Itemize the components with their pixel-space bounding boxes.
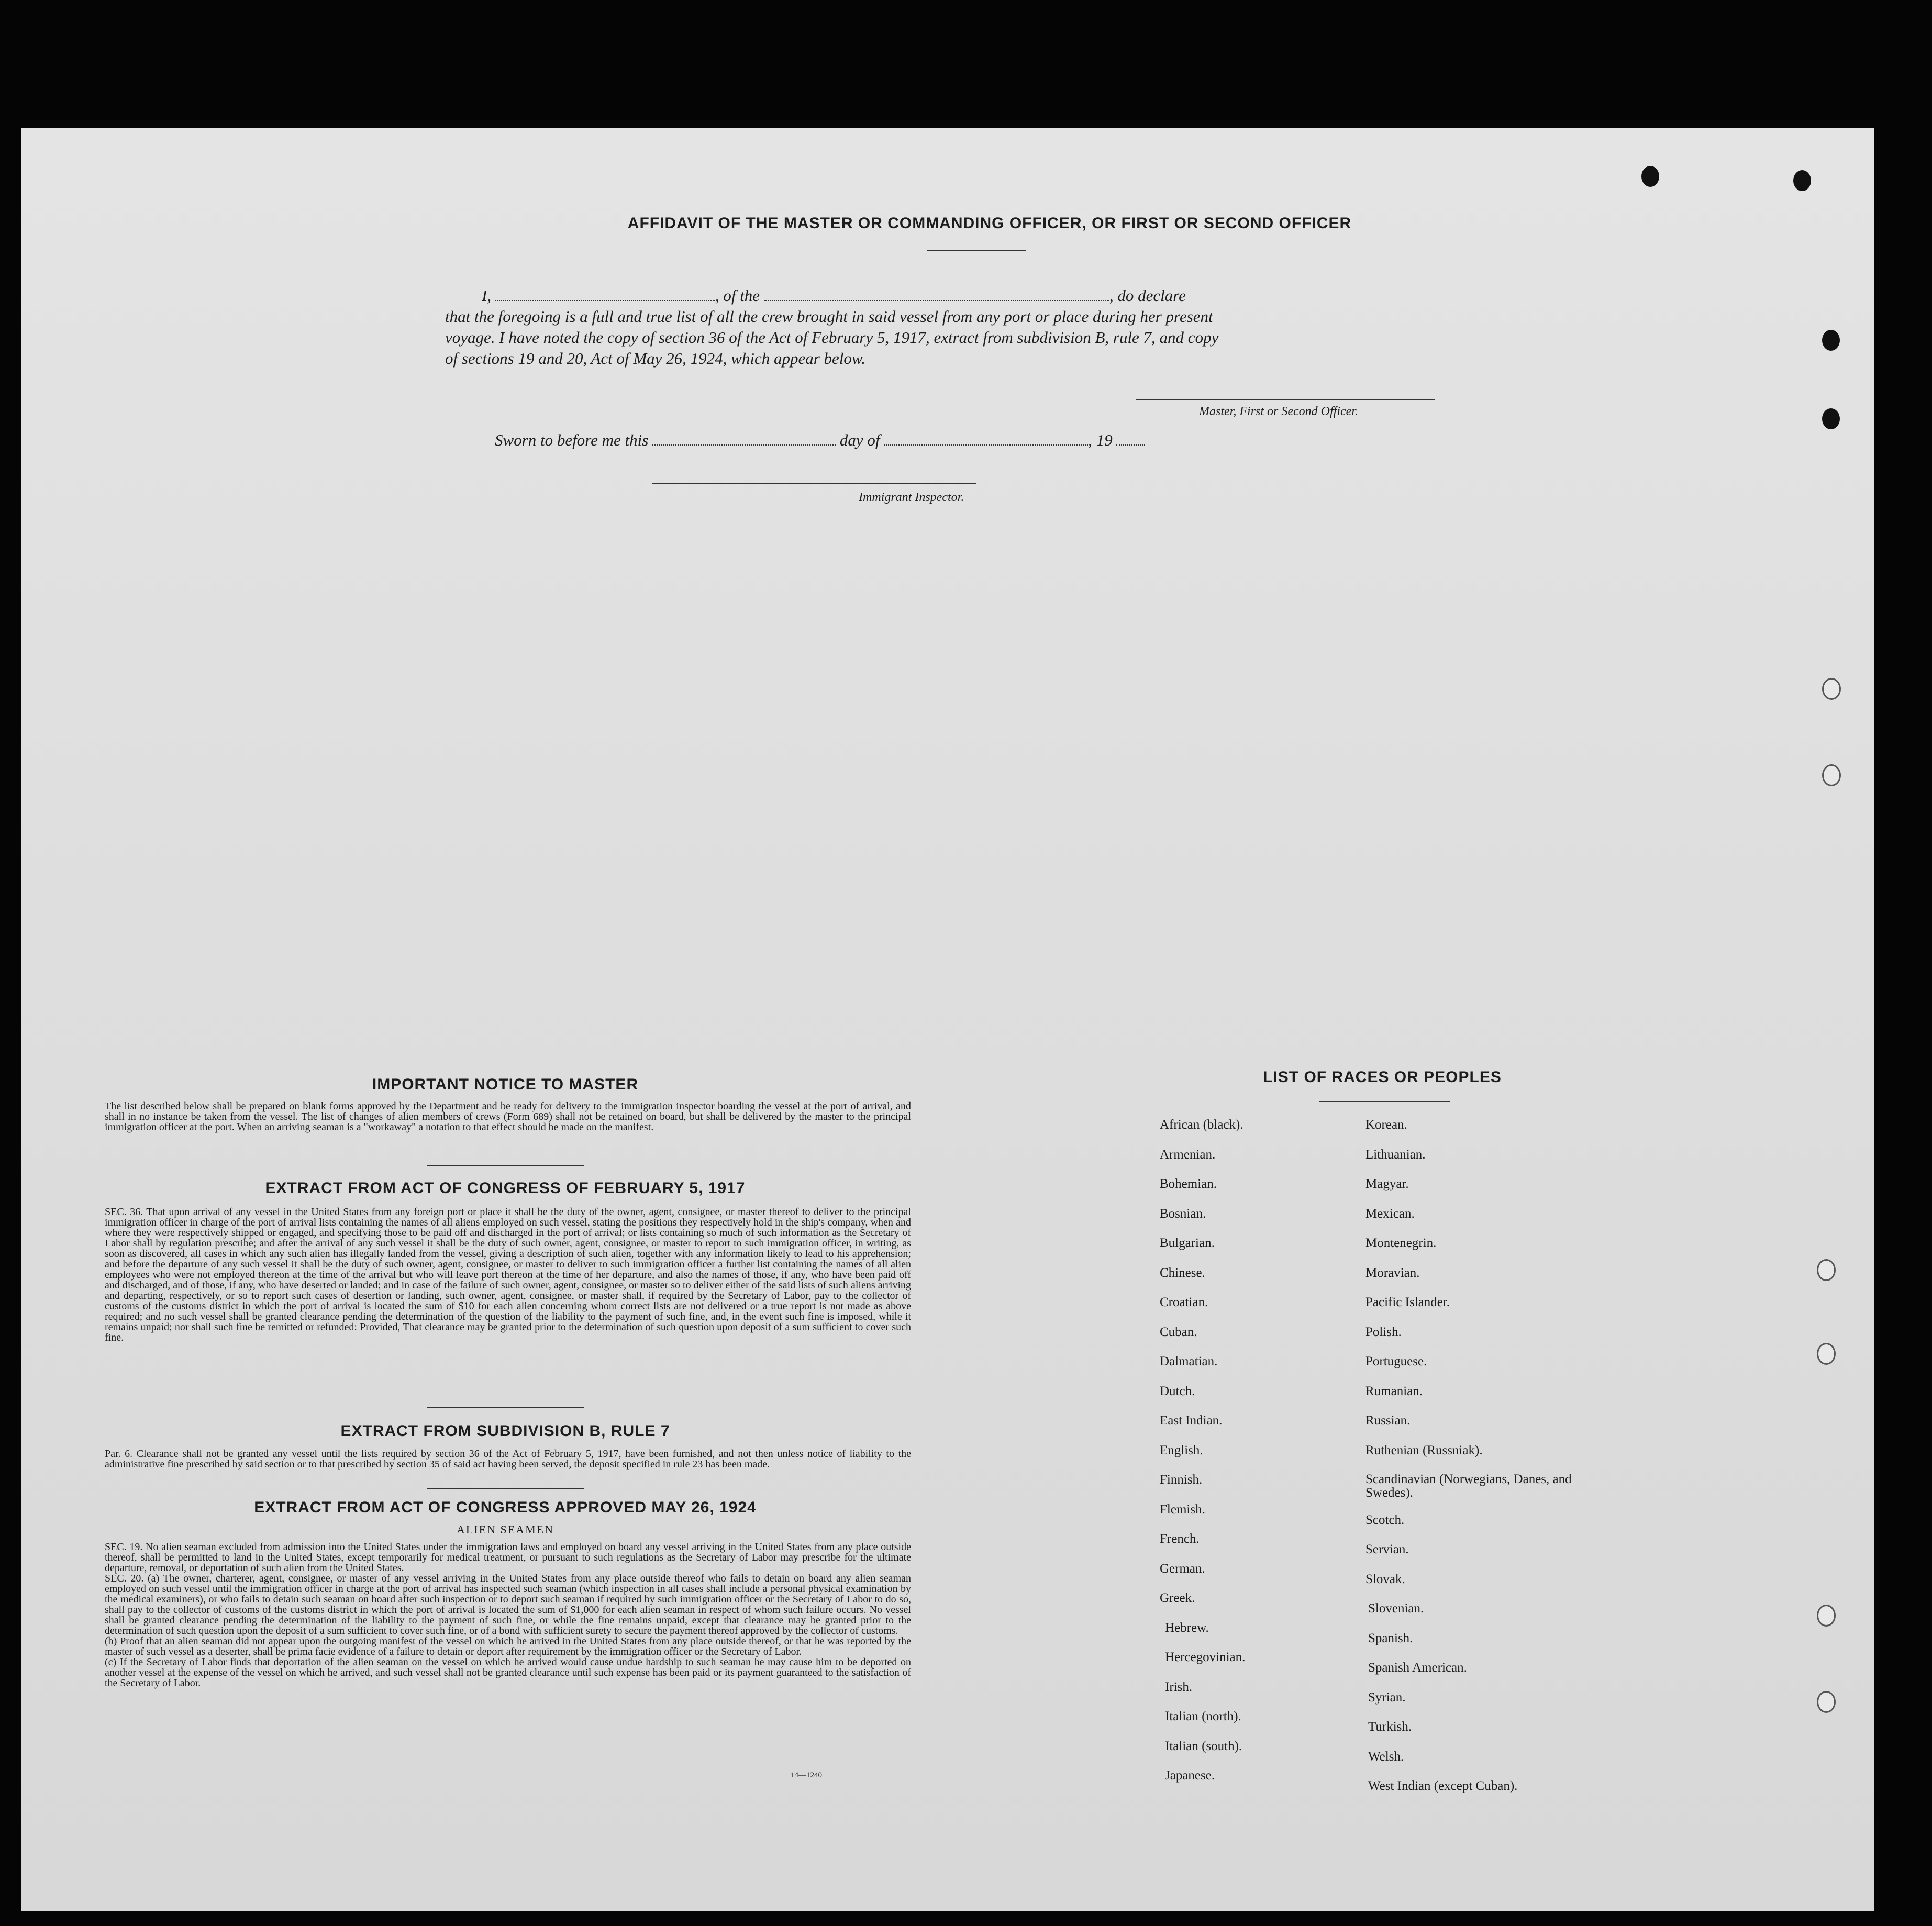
race-item: Japanese. bbox=[1165, 1768, 1215, 1783]
race-item: Bohemian. bbox=[1160, 1177, 1217, 1191]
sworn-year-field[interactable] bbox=[1116, 444, 1145, 446]
act1924-subtitle: ALIEN SEAMEN bbox=[457, 1523, 554, 1536]
affidavit-line1-c: , do declare bbox=[1109, 286, 1186, 305]
divider bbox=[427, 1407, 584, 1408]
race-item: Spanish American. bbox=[1368, 1661, 1467, 1675]
vessel-field[interactable] bbox=[764, 300, 1109, 301]
sworn-day-field[interactable] bbox=[652, 444, 836, 446]
race-item: Rumanian. bbox=[1365, 1384, 1423, 1398]
race-item: Italian (south). bbox=[1165, 1739, 1242, 1753]
race-item: Italian (north). bbox=[1165, 1709, 1241, 1723]
race-item: Bulgarian. bbox=[1160, 1236, 1215, 1250]
race-item: French. bbox=[1160, 1532, 1200, 1546]
document-page bbox=[21, 128, 1874, 1911]
races-title: LIST OF RACES OR PEOPLES bbox=[1263, 1068, 1502, 1086]
race-item: Polish. bbox=[1365, 1324, 1402, 1339]
sworn-month-field[interactable] bbox=[884, 444, 1088, 446]
punch-hole bbox=[1817, 1691, 1836, 1713]
race-item: African (black). bbox=[1160, 1118, 1243, 1132]
divider bbox=[1319, 1101, 1450, 1102]
race-item: German. bbox=[1160, 1561, 1205, 1576]
act1924-sec20a: SEC. 20. (a) The owner, charterer, agent, consignee, or master of any vessel arriving in the United States from any place outside thereof who fails to detain on board any alien seaman employed on such vessel until the immigration officer in charge at the port of arrival has inspected such seaman (which inspection in all cases shall include a personal physical examination by the medical examiners), or who fails to detain such seaman on board after such inspection or to deport such seaman if required by such immigration officer or the Secretary of Labor to do so, shall pay to the collector of customs of the customs district in which the port of arrival is located the sum of $1,000 for each alien seaman in respect of whom such failure occurs. No vessel shall be granted clearance pending the determination of the liability to the payment of such fine, or while the fine remains unpaid, except that clearance may be granted prior to the determination of such question upon the deposit of a sum sufficient to cover such fine, or of a bond with sufficient surety to secure the payment thereof approved by the collector of customs. bbox=[105, 1573, 911, 1636]
punch-hole bbox=[1817, 1605, 1836, 1627]
race-item: Russian. bbox=[1365, 1413, 1411, 1428]
sworn-c: , 19 bbox=[1088, 431, 1113, 449]
race-item: Hebrew. bbox=[1165, 1620, 1209, 1635]
sworn-b: day of bbox=[839, 431, 880, 449]
race-item: Lithuanian. bbox=[1365, 1147, 1426, 1162]
race-item: Pacific Islander. bbox=[1365, 1295, 1450, 1309]
act1924-title: EXTRACT FROM ACT OF CONGRESS APPROVED MAY 26, 1924 bbox=[254, 1499, 757, 1516]
divider bbox=[427, 1488, 584, 1489]
act1924-sec20b: (b) Proof that an alien seaman did not appear upon the outgoing manifest of the vessel on which he arrived in the United States from any place outside thereof, or that he was reported by the master of such vessel as a deserter, shall be prima facie evidence of a failure to detain or deport after requirement by the immigration officer or the Secretary of Labor. bbox=[105, 1635, 911, 1657]
race-item: Korean. bbox=[1365, 1118, 1407, 1132]
punch-hole bbox=[1793, 170, 1811, 191]
master-signature-line[interactable] bbox=[1136, 399, 1435, 400]
race-item: Spanish. bbox=[1368, 1631, 1413, 1645]
inspector-signature-caption: Immigrant Inspector. bbox=[859, 491, 964, 504]
act1924-sec20c: (c) If the Secretary of Labor finds that deportation of the alien seaman on the vessel on which he arrived would cause undue hardship to such seaman he may cause him to be deported on another vessel at the expense of the vessel on which he arrived, and such vessel shall not be granted clearance until such expense has been paid or its payment guaranteed to the satisfaction of the Secretary of Labor. bbox=[105, 1656, 911, 1689]
notice-title: IMPORTANT NOTICE TO MASTER bbox=[372, 1076, 639, 1093]
race-item: Dalmatian. bbox=[1160, 1354, 1218, 1368]
affidavit-line3: voyage. I have noted the copy of section 36 of the Act of February 5, 1917, extract from subdivision B, rule 7, and copy bbox=[445, 328, 1219, 347]
race-item: Armenian. bbox=[1160, 1147, 1216, 1162]
name-field[interactable] bbox=[495, 300, 715, 301]
race-item: Greek. bbox=[1160, 1591, 1195, 1605]
punch-hole bbox=[1817, 1343, 1836, 1365]
race-item: Hercegovinian. bbox=[1165, 1650, 1246, 1664]
affidavit-title: AFFIDAVIT OF THE MASTER OR COMMANDING OFFICER, OR FIRST OR SECOND OFFICER bbox=[627, 215, 1352, 232]
race-item: Scandinavian (Norwegians, Danes, and Swedes). bbox=[1365, 1472, 1572, 1500]
race-item: Slovak. bbox=[1365, 1572, 1405, 1586]
sworn-line bbox=[495, 431, 1145, 450]
race-item: Turkish. bbox=[1368, 1720, 1412, 1734]
divider bbox=[927, 250, 1026, 251]
affidavit-line2: that the foregoing is a full and true list of all the crew brought in said vessel from any port or place during her present bbox=[445, 307, 1213, 326]
race-item: Scotch. bbox=[1365, 1512, 1405, 1527]
form-number: 14—1240 bbox=[791, 1771, 822, 1779]
affidavit-line1-b: , of the bbox=[715, 286, 760, 305]
race-item: Cuban. bbox=[1160, 1324, 1197, 1339]
affidavit-line1-a: I, bbox=[482, 286, 492, 305]
race-item: Magyar. bbox=[1365, 1177, 1409, 1191]
race-item: Ruthenian (Russniak). bbox=[1365, 1443, 1483, 1457]
act1924-body bbox=[105, 1542, 911, 1688]
punch-hole bbox=[1822, 408, 1840, 429]
race-item: Portuguese. bbox=[1365, 1354, 1427, 1368]
race-item: Irish. bbox=[1165, 1679, 1193, 1694]
race-item: Croatian. bbox=[1160, 1295, 1208, 1309]
race-item: East Indian. bbox=[1160, 1413, 1223, 1428]
race-item: West Indian (except Cuban). bbox=[1368, 1779, 1518, 1793]
punch-hole bbox=[1641, 166, 1659, 187]
punch-hole bbox=[1822, 330, 1840, 351]
act1917-title: EXTRACT FROM ACT OF CONGRESS OF FEBRUARY 5, 1917 bbox=[265, 1179, 746, 1197]
race-item: Welsh. bbox=[1368, 1749, 1404, 1764]
race-item: Flemish. bbox=[1160, 1502, 1205, 1517]
race-item: English. bbox=[1160, 1443, 1203, 1457]
race-item: Chinese. bbox=[1160, 1265, 1205, 1280]
race-item: Dutch. bbox=[1160, 1384, 1195, 1398]
race-item: Montenegrin. bbox=[1365, 1236, 1437, 1250]
race-item: Servian. bbox=[1365, 1542, 1409, 1556]
race-item: Syrian. bbox=[1368, 1690, 1406, 1705]
race-item: Mexican. bbox=[1365, 1206, 1415, 1221]
race-item: Finnish. bbox=[1160, 1473, 1203, 1487]
inspector-signature-line[interactable] bbox=[652, 483, 976, 484]
punch-hole bbox=[1822, 764, 1841, 786]
sworn-a: Sworn to before me this bbox=[495, 431, 649, 449]
race-item: Slovenian. bbox=[1368, 1601, 1424, 1616]
act1924-sec19: SEC. 19. No alien seaman excluded from admission into the United States under the immigration laws and employed on board any vessel arriving in the United States from any place outside thereof, shall be permitted to land in the United States, except temporarily for medical treatment, or pursuant to such regulations as the Secretary of Labor may prescribe for the ultimate departure, removal, or deportation of such alien from the United States. bbox=[105, 1541, 911, 1574]
notice-body: The list described below shall be prepared on blank forms approved by the Department and be ready for delivery to the immigration inspector boarding the vessel at the port of arrival, and shall in no instance be taken from the vessel. The list of changes of alien members of crews (Form 689) shall not be retained on board, but shall be delivered by the master to the principal immigration officer at the port. When an arriving seaman is a "workaway" a notation to that effect should be made on the manifest. bbox=[105, 1100, 911, 1133]
act1917-body: SEC. 36. That upon arrival of any vessel in the United States from any foreign port or place it shall be the duty of the owner, agent, consignee, or master thereof to deliver to the principal immigration officer in charge of the port of arrival lists containing the names of all aliens employed on such vessel, stating the positions they respectively hold in the ship's company, when and where they were respectively shipped or engaged, and specifying those to be paid off and discharged in the port of arrival; or lists containing so much of such information as the Secretary of Labor shall by regulation prescribe; and after the arrival of any such vessel it shall be the duty of such owner, agent, consignee, or master to report to such immigration officer, in writing, as soon as discovered, all cases in which any such alien has illegally landed from the vessel, giving a description of such alien, together with any information likely to lead to his apprehension; and before the departure of any such vessel it shall be the duty of such owner, agent, consignee, or master to deliver to such immigration officer a further list containing the names of all alien employees who were not employed thereon at the time of the arrival but who will leave port thereon at the time of her departure, and also the names of those, if any, who have been paid off and discharged, and of those, if any, who have deserted or landed; and in case of the failure of such owner, agent, consignee, or master so to deliver either of the said lists of such aliens arriving and departing, respectively, or so to report such cases of desertion or landing, such owner, agent, consignee, or master shall, if required by the Secretary of Labor, pay to the collector of customs of the customs district in which the port of arrival is located the sum of $10 for each alien concerning whom correct lists are not delivered or a true report is not made as above required; and no such vessel shall be granted clearance pending the determination of the question of the liability to the payment of such fine, and, in the event such fine is imposed, while it remains unpaid; nor shall such fine be remitted or refunded: Provided, That clearance may be granted prior to the determination of such question upon deposit of a sum sufficient to cover such fine. bbox=[105, 1206, 911, 1343]
rule7-title: EXTRACT FROM SUBDIVISION B, RULE 7 bbox=[340, 1422, 670, 1440]
master-signature-caption: Master, First or Second Officer. bbox=[1199, 405, 1358, 418]
rule7-body: Par. 6. Clearance shall not be granted any vessel until the lists required by section 36 of the Act of February 5, 1917, have been furnished, and not then unless notice of liability to the administrative fine prescribed by said section or to that prescribed by section 35 of said act having been served, the deposit specified in rule 23 has been made. bbox=[105, 1448, 911, 1470]
punch-hole bbox=[1817, 1259, 1836, 1281]
race-item: Moravian. bbox=[1365, 1265, 1420, 1280]
affidavit-line4: of sections 19 and 20, Act of May 26, 1924, which appear below. bbox=[445, 349, 866, 368]
punch-hole bbox=[1822, 678, 1841, 700]
affidavit-declaration bbox=[445, 285, 1492, 369]
race-item: Bosnian. bbox=[1160, 1206, 1206, 1221]
divider bbox=[427, 1165, 584, 1166]
